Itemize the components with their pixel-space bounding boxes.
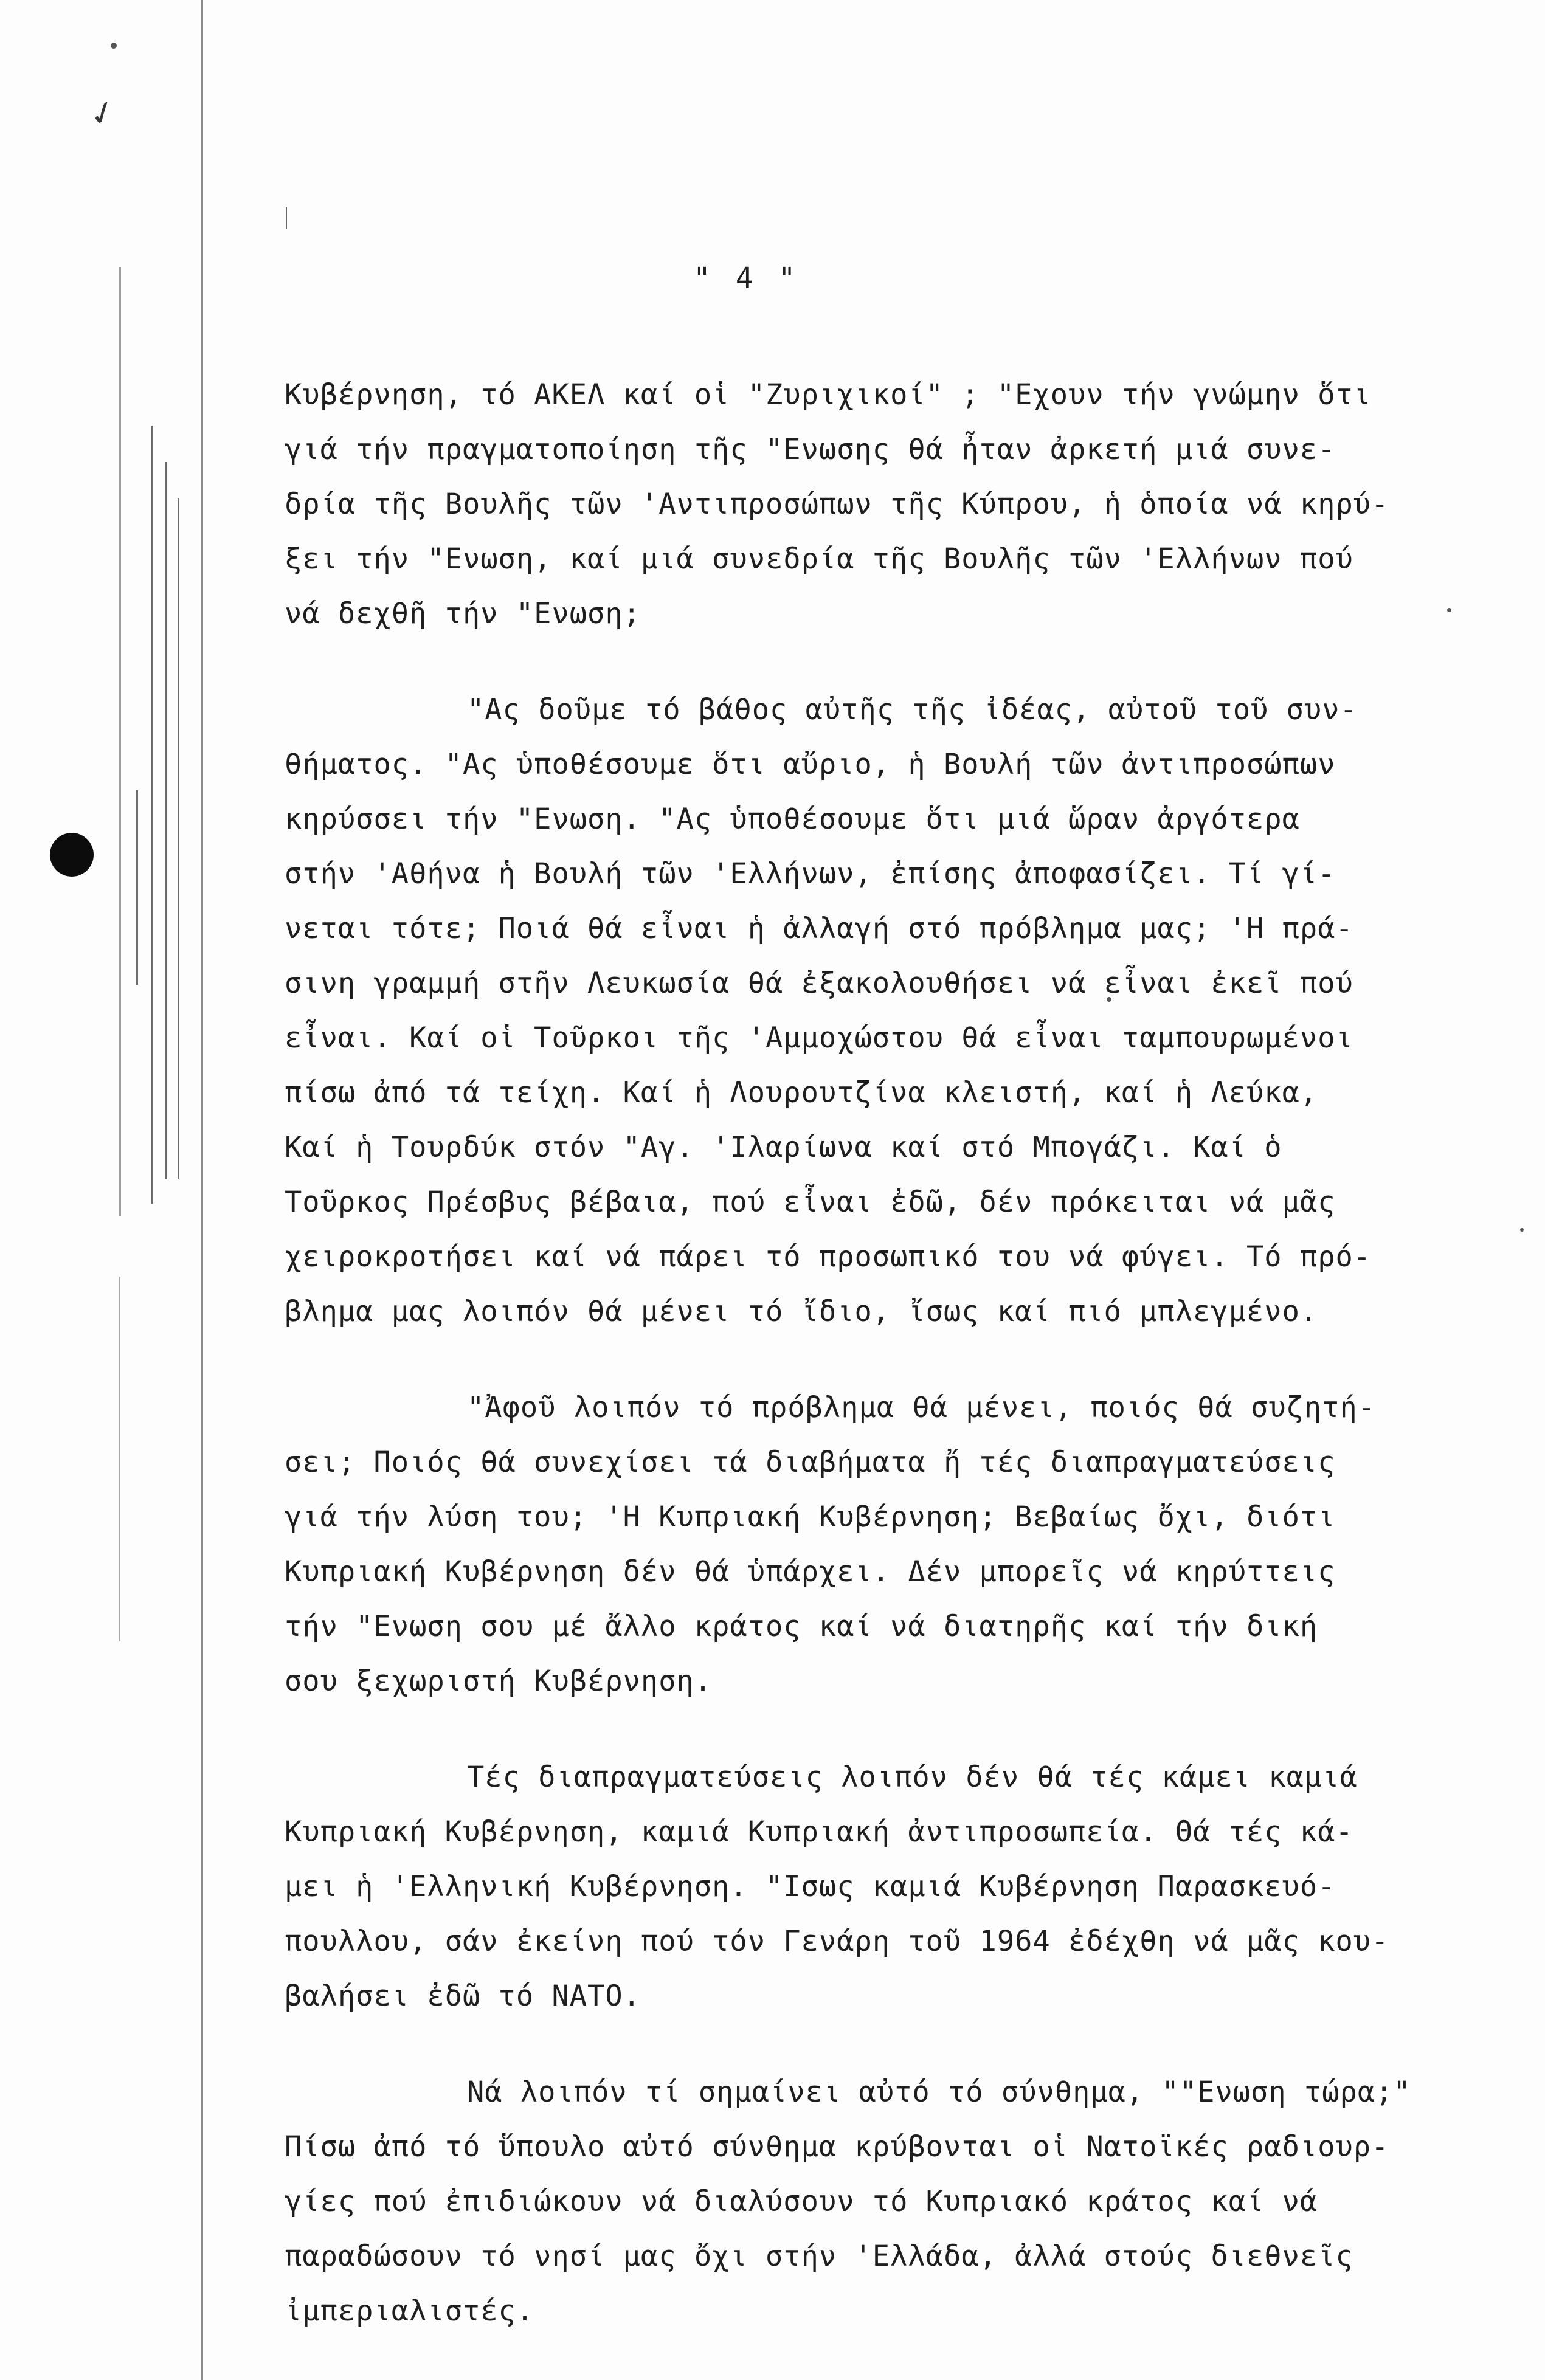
binding-edge-line — [201, 0, 203, 2380]
corner-mark: ✓ — [85, 88, 120, 137]
body-text — [285, 368, 1476, 2339]
text-line: σει; Ποιός θά συνεχίσει τά διαβήματα ἤ τές διαπραγματεύσεις — [285, 1446, 1336, 1479]
speck — [1520, 1228, 1524, 1232]
binding-edge-line — [119, 267, 121, 1216]
paragraph — [285, 1750, 1476, 2024]
text-line: Καί ἡ Τουρδύκ στόν "Αγ. 'Ιλαρίωνα καί στό Μπογάζι. Καί ὁ — [285, 1131, 1282, 1164]
text-line: γίες πού ἐπιδιώκουν νά διαλύσουν τό Κυπριακό κράτος καί νά — [285, 2185, 1318, 2218]
text-line: Κυβέρνηση, τό ΑΚΕΛ καί οἱ "Ζυριχικοί" ; "Εχουν τήν γνώμην ὅτι — [285, 378, 1372, 412]
text-line: Νά λοιπόν τί σημαίνει αὐτό τό σύνθημα, ""Ενωση τώρα;" — [467, 2075, 1411, 2109]
text-line: ἰμπεριαλιστές. — [285, 2294, 534, 2328]
binding-edge-line — [119, 1277, 120, 1641]
text-line: σινη γραμμή στῆν Λευκωσία θά ἐξακολουθήσει νά εἶναι ἐκεῖ πού — [285, 967, 1353, 1000]
page-number: " 4 " — [693, 261, 800, 295]
text-line: βλημα μας λοιπόν θά μένει τό ἴδιο, ἴσως καί πιό μπλεγμένο. — [285, 1295, 1318, 1328]
paragraph — [285, 1381, 1476, 1709]
text-line: θήματος. "Ας ὑποθέσουμε ὅτι αὔριο, ἡ Βουλή τῶν ἀντιπροσώπων — [285, 748, 1336, 781]
text-line: νά δεχθῆ τήν "Ενωση; — [285, 597, 641, 630]
text-line: Πίσω ἀπό τό ὕπουλο αὐτό σύνθημα κρύβονται οἱ Νατοϊκές ραδιουρ- — [285, 2130, 1389, 2164]
binding-edge-line — [151, 426, 153, 1204]
text-line: Τές διαπραγματεύσεις λοιπόν δέν θά τές κάμει καμιά — [467, 1761, 1358, 1794]
paragraph — [285, 2065, 1476, 2339]
text-line: παραδώσουν τό νησί μας ὄχι στήν 'Ελλάδα, ἀλλά στούς διεθνεῖς — [285, 2240, 1353, 2273]
text-line: μει ἡ 'Ελληνική Κυβέρνηση. "Ισως καμιά Κυβέρνηση Παρασκευό- — [285, 1870, 1336, 1903]
text-line: κηρύσσει τήν "Ενωση. "Ας ὑποθέσουμε ὅτι μιά ὥραν ἀργότερα — [285, 802, 1300, 836]
text-line: πίσω ἀπό τά τείχη. Καί ἡ Λουρουτζίνα κλειστή, καί ἡ Λεύκα, — [285, 1076, 1318, 1109]
text-line: πουλλου, σάν ἐκείνη πού τόν Γενάρη τοῦ 1964 ἐδέχθη νά μᾶς κου- — [285, 1925, 1389, 1958]
paragraph — [285, 368, 1476, 641]
text-line: "Ας δοῦμε τό βάθος αὐτῆς τῆς ἰδέας, αὐτοῦ τοῦ συν- — [467, 693, 1358, 726]
text-line: ξει τήν "Ενωση, καί μιά συνεδρία τῆς Βουλῆς τῶν 'Ελλήνων πού — [285, 542, 1353, 576]
text-line: χειροκροτήσει καί νά πάρει τό προσωπικό του νά φύγει. Τό πρό- — [285, 1240, 1372, 1274]
text-line: "Ἀφοῦ λοιπόν τό πρόβλημα θά μένει, ποιός θά συζητή- — [467, 1391, 1376, 1424]
text-line: Κυπριακή Κυβέρνηση, καμιά Κυπριακή ἀντιπροσωπεία. Θά τές κά- — [285, 1815, 1353, 1849]
speck — [111, 43, 117, 49]
text-line: τήν "Ενωση σου μέ ἄλλο κράτος καί νά διατηρῆς καί τήν δική — [285, 1610, 1318, 1643]
text-line: γιά τήν πραγματοποίηση τῆς "Ενωσης θά ἦταν ἀρκετή μιά συνε- — [285, 433, 1336, 466]
paragraph — [285, 683, 1476, 1339]
text-line: βαλήσει ἐδῶ τό ΝΑΤΟ. — [285, 1979, 641, 2013]
binding-edge-line — [165, 462, 167, 1179]
text-line: στήν 'Αθήνα ἡ Βουλή τῶν 'Ελλήνων, ἐπίσης ἀποφασίζει. Τί γί- — [285, 857, 1336, 891]
binding-edge-line — [286, 207, 287, 229]
text-line: γιά τήν λύση του; 'Η Κυπριακή Κυβέρνηση; Βεβαίως ὄχι, διότι — [285, 1500, 1336, 1534]
text-line: εἶναι. Καί οἱ Τοῦρκοι τῆς 'Αμμοχώστου θά εἶναι ταμπουρωμένοι — [285, 1021, 1353, 1055]
text-line: Κυπριακή Κυβέρνηση δέν θά ὑπάρχει. Δέν μπορεῖς νά κηρύττεις — [285, 1555, 1336, 1588]
text-line: νεται τότε; Ποιά θά εἶναι ἡ ἀλλαγή στό πρόβλημα μας; 'Η πρά- — [285, 912, 1353, 945]
binding-edge-line — [136, 790, 138, 985]
text-line: σου ξεχωριστή Κυβέρνηση. — [285, 1664, 713, 1698]
binding-edge-line — [178, 498, 179, 1179]
text-line: δρία τῆς Βουλῆς τῶν 'Αντιπροσώπων τῆς Κύπρου, ἡ ὁποία νά κηρύ- — [285, 488, 1389, 521]
punch-hole — [50, 833, 94, 877]
text-line: Τοῦρκος Πρέσβυς βέβαια, πού εἶναι ἐδῶ, δέν πρόκειται νά μᾶς — [285, 1185, 1336, 1219]
